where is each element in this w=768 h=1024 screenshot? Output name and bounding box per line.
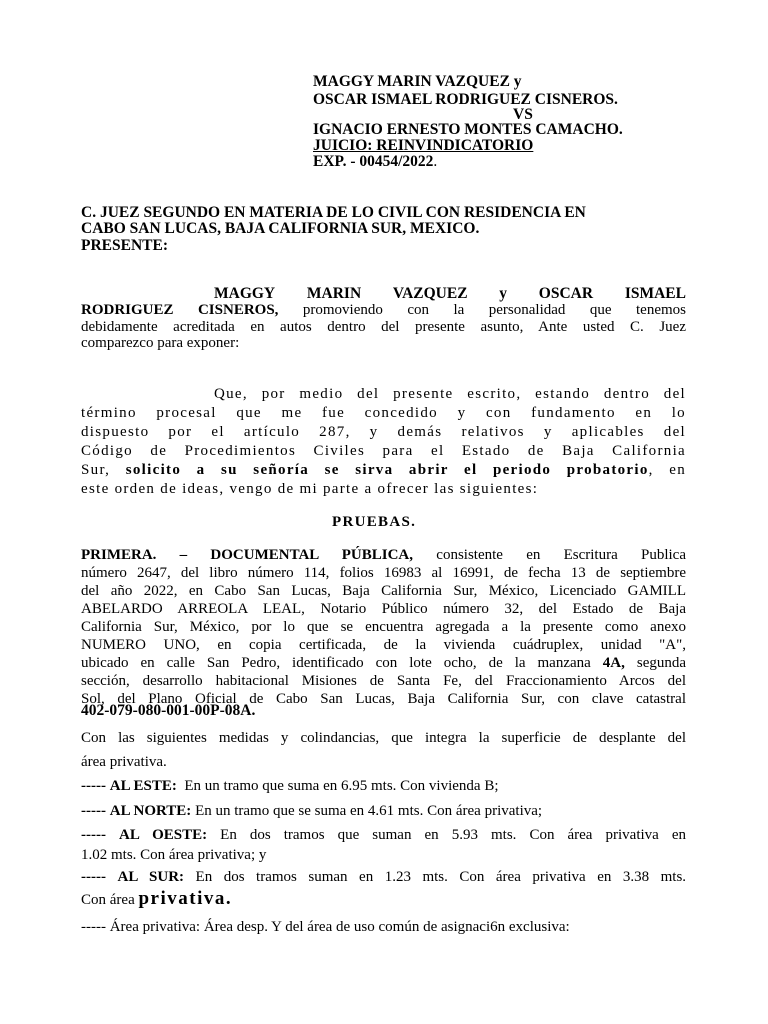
body-line6: este orden de ideas, vengo de mi parte a ofrecer las siguientes: [81, 481, 539, 497]
intro-line3: debidamente acreditada en autos dentro del presente asunto, Ante usted C. Juez [81, 319, 686, 335]
addressee-line2: CABO SAN LUCAS, BAJA CALIFORNIA SUR, MEXICO. [81, 220, 480, 237]
lindero-este-text: En un tramo que suma en 6.95 mts. Con vivienda B; [184, 778, 499, 794]
primera-line4: ABELARDO ARREOLA LEAL, Notario Público número 32, del Estado de Baja [81, 601, 686, 617]
body-request: solicito a su señoría se sirva abrir el periodo probatorio [125, 462, 649, 478]
lindero-sur-label: AL SUR: [117, 869, 185, 885]
lindero-este-label: AL ESTE: [109, 778, 177, 794]
body-line5-a: Sur, [81, 462, 111, 478]
primera-line6: NUMERO UNO, en copia certificada, de la vivienda cuádruplex, unidad "A", [81, 637, 686, 653]
primera-line9: Sol, del Plano Oficial de Cabo San Lucas, Baja California Sur, con clave catastral [81, 691, 686, 707]
intro-line4: comparezco para exponer: [81, 335, 240, 351]
primera-line2: número 2647, del libro número 114, folios 16983 al 16991, de fecha 13 de septiembre [81, 565, 686, 581]
lindero-norte [81, 802, 542, 820]
lindero-sur-cont [81, 890, 232, 909]
intro-word: y [499, 285, 508, 302]
intro-word: MAGGY [214, 285, 276, 302]
area-privativa-line: ----- Área privativa: Área desp. Y del área de uso común de asignaci6n exclusiva: [81, 919, 570, 935]
lindero-dashes: ----- [81, 803, 106, 819]
intro-names: RODRIGUEZ CISNEROS, [81, 302, 279, 318]
header-exp [313, 153, 437, 171]
header-party2: OSCAR ISMAEL RODRIGUEZ CISNEROS. [313, 91, 618, 108]
primera-line3: del año 2022, en Cabo San Lucas, Baja California Sur, México, Licenciado GAMILL [81, 583, 686, 599]
intro-word: VAZQUEZ [392, 285, 468, 302]
pruebas-heading: PRUEBAS. [332, 514, 417, 530]
medidas-line1: Con las siguientes medidas y colindancias, que integra la superficie de desplante del [81, 730, 686, 746]
lindero-norte-text: En un tramo que se suma en 4.61 mts. Con área privativa; [195, 803, 543, 819]
addressee-line1: C. JUEZ SEGUNDO EN MATERIA DE LO CIVIL CON RESIDENCIA EN [81, 204, 586, 221]
lindero-dashes: ----- [81, 778, 106, 794]
primera-line7-b: segunda [636, 655, 687, 671]
primera-manzana: 4A, [602, 655, 625, 671]
primera-line5: California Sur, México, por lo que se encuentra agregada a la presente como anexo [81, 619, 686, 635]
lindero-dashes: ----- [81, 827, 106, 843]
intro-word: OSCAR [538, 285, 594, 302]
primera-line1-rest: consistente en Escritura Publica [436, 547, 686, 563]
lindero-este [81, 777, 499, 795]
intro-word: MARIN [306, 285, 362, 302]
intro-line2 [81, 301, 686, 319]
primera-line1 [81, 546, 686, 564]
primera-line7 [81, 654, 686, 672]
primera-line8: sección, desarrollo habitacional Misiones de Santa Fe, del Fraccionamiento Arcos del [81, 673, 686, 689]
lindero-oeste-cont: 1.02 mts. Con área privativa; y [81, 847, 267, 863]
primera-clave: 402-079-080-001-00P-08A. [81, 702, 256, 719]
body-line2: término procesal que me fue concedido y con fundamento en lo [81, 405, 686, 421]
lindero-dashes: ----- [81, 869, 106, 885]
header-vs: VS [513, 106, 533, 123]
lindero-oeste-label: AL OESTE: [119, 827, 208, 843]
lindero-oeste-text: En dos tramos que suman en 5.93 mts. Con área privativa en [220, 827, 687, 843]
body-line5-b: , en [648, 462, 686, 478]
lindero-sur-cont-big: privativa. [138, 888, 233, 909]
intro-word: ISMAEL [624, 285, 686, 302]
intro-line2-rest: promoviendo con la personalidad que tenemos [302, 302, 686, 318]
lindero-sur-cont-a: Con área [81, 892, 135, 908]
body-line5 [81, 461, 686, 479]
exp-number: EXP. - 00454/2022 [313, 153, 434, 170]
body-line1: Que, por medio del presente escrito, estando dentro del [214, 386, 686, 402]
body-line3: dispuesto por el artículo 287, y demás relativos y aplicables del [81, 424, 686, 440]
header-defendant: IGNACIO ERNESTO MONTES CAMACHO. [313, 121, 623, 138]
addressee-line3: PRESENTE: [81, 237, 168, 254]
lindero-sur [81, 868, 686, 886]
header-juicio: JUICIO: REINVINDICATORIO [313, 137, 534, 154]
primera-title: PRIMERA. – DOCUMENTAL PÚBLICA, [81, 547, 414, 563]
lindero-oeste [81, 826, 686, 844]
body-line4: Código de Procedimientos Civiles para el Estado de Baja California [81, 443, 686, 459]
lindero-sur-text: En dos tramos suman en 1.23 mts. Con área privativa en 3.38 mts. [195, 869, 687, 885]
header-party1: MAGGY MARIN VAZQUEZ y [313, 73, 522, 90]
lindero-norte-label: AL NORTE: [109, 803, 192, 819]
primera-line7-a: ubicado en calle San Pedro, identificado con lote ocho, de la manzana [81, 655, 591, 671]
exp-suffix: . [433, 153, 438, 170]
medidas-line2: área privativa. [81, 754, 167, 770]
